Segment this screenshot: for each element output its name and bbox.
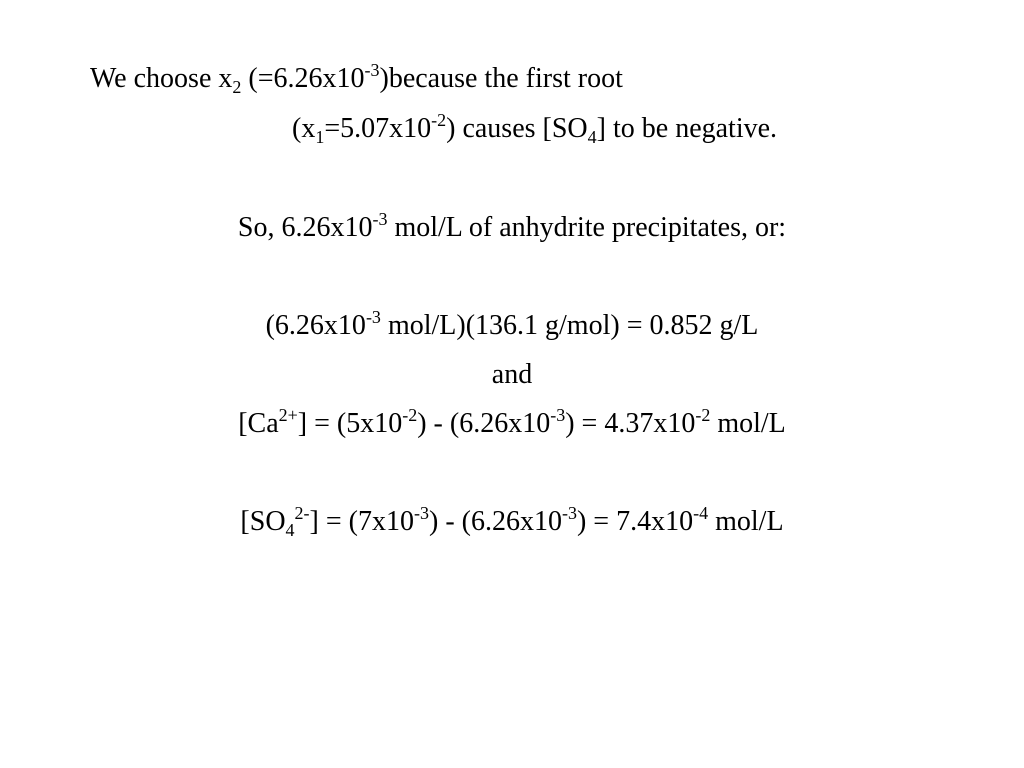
superscript: 2- bbox=[294, 503, 310, 523]
text-line-choose-root bbox=[90, 60, 623, 97]
text-segment: ] = (5x10 bbox=[297, 408, 403, 439]
superscript: -2 bbox=[695, 405, 711, 425]
superscript: 2+ bbox=[278, 405, 298, 425]
text-segment: [Ca bbox=[238, 408, 279, 439]
text-segment: mol/L)(136.1 g/mol) = 0.852 g/L bbox=[380, 310, 759, 341]
text-line-sulfate-concentration bbox=[0, 503, 1024, 540]
text-segment: mol/L of anhydrite precipitates, or: bbox=[387, 212, 787, 243]
subscript: 4 bbox=[285, 520, 295, 540]
superscript: -3 bbox=[364, 60, 380, 80]
text-segment: So, 6.26x10 bbox=[237, 212, 373, 243]
superscript: -3 bbox=[372, 209, 388, 229]
text-segment: We choose x bbox=[90, 63, 233, 94]
superscript: -3 bbox=[365, 307, 381, 327]
text-segment: [SO bbox=[240, 506, 286, 537]
text-segment: ] = (7x10 bbox=[309, 506, 414, 537]
superscript: -2 bbox=[431, 110, 447, 130]
text-line-anhydrite-precipitates bbox=[0, 209, 1024, 244]
text-segment: ) - (6.26x10 bbox=[429, 506, 562, 537]
text-segment: mol/L bbox=[708, 506, 784, 537]
text-segment: (6.26x10 bbox=[265, 310, 366, 341]
superscript: -3 bbox=[414, 503, 429, 523]
text-segment: ) - (6.26x10 bbox=[417, 408, 551, 439]
superscript: -3 bbox=[561, 503, 577, 523]
subscript: 4 bbox=[587, 127, 597, 147]
text-segment: mol/L bbox=[710, 408, 786, 439]
text-segment: (x bbox=[292, 113, 316, 144]
subscript: 2 bbox=[232, 77, 242, 97]
text-line-mass-calculation bbox=[0, 307, 1024, 342]
text-segment: =5.07x10 bbox=[324, 113, 432, 144]
text-segment: (=6.26x10 bbox=[241, 63, 365, 94]
text-segment: ) causes [SO bbox=[446, 113, 588, 144]
text-line-first-root-negative bbox=[292, 110, 778, 147]
text-segment: )because the first root bbox=[379, 63, 623, 94]
text-segment: and bbox=[491, 359, 533, 390]
text-segment: ) = 7.4x10 bbox=[576, 506, 694, 537]
text-segment: ] to be negative. bbox=[596, 113, 778, 144]
superscript: -2 bbox=[402, 405, 418, 425]
text-line-calcium-concentration bbox=[0, 405, 1024, 440]
text-line-and bbox=[0, 359, 1024, 391]
subscript: 1 bbox=[315, 127, 325, 147]
superscript: -4 bbox=[693, 503, 709, 523]
text-segment: ) = 4.37x10 bbox=[565, 408, 696, 439]
superscript: -3 bbox=[550, 405, 566, 425]
